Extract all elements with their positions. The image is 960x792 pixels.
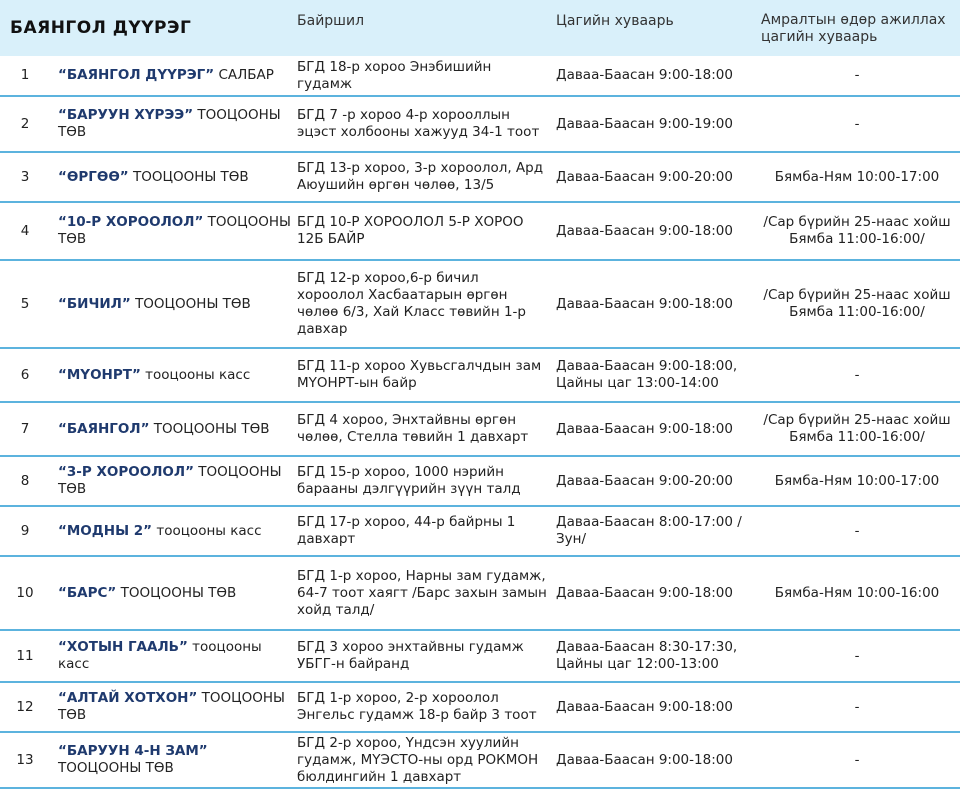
- row-number: 11: [0, 630, 50, 682]
- schedule-cell: Даваа-Баасан 9:00-18:00, Цайны цаг 13:00-14:00: [549, 348, 754, 402]
- weekend-cell: Бямба-Ням 10:00-17:00: [754, 456, 960, 506]
- branch-name-cell: [50, 348, 291, 402]
- table-row: [0, 456, 960, 506]
- branch-name: “МҮОНРТ”: [58, 366, 141, 383]
- weekend-cell: Бямба-Ням 10:00-17:00: [754, 152, 960, 202]
- weekend-cell: /Сар бүрийн 25-наас хойш Бямба 11:00-16:00/: [754, 202, 960, 260]
- branch-type: ТООЦООНЫ ТӨВ: [135, 295, 251, 312]
- table-row: [0, 202, 960, 260]
- location-header: Байршил: [297, 13, 365, 29]
- table-body: [0, 56, 960, 788]
- row-number: 8: [0, 456, 50, 506]
- address-cell: БГД 11-р хороо Хувьсгалчдын зам МҮОНРТ-ын байр: [291, 348, 549, 402]
- weekend-cell: -: [754, 348, 960, 402]
- branch-name: “ХОТЫН ГААЛЬ”: [58, 639, 188, 655]
- weekend-header: Амралтын өдөр ажиллах цагийн хуваарь: [761, 12, 946, 45]
- branch-name: “БАРУУН ХҮРЭЭ”: [58, 107, 194, 123]
- row-number: 13: [0, 732, 50, 788]
- branch-name-cell: [50, 402, 291, 456]
- branch-name-cell: [50, 630, 291, 682]
- address-cell: БГД 4 хороо, Энхтайвны өргөн чөлөө, Стелла төвийн 1 давхарт: [291, 402, 549, 456]
- row-number: 7: [0, 402, 50, 456]
- branch-name: “10-Р ХОРООЛОЛ”: [58, 214, 204, 230]
- table-row: [0, 402, 960, 456]
- row-number: 2: [0, 96, 50, 152]
- table-row: [0, 56, 960, 96]
- table-row: [0, 152, 960, 202]
- address-cell: БГД 1-р хороо, 2-р хороолол Энгельс гудамж 18-р байр 3 тоот: [291, 682, 549, 732]
- weekend-cell: -: [754, 732, 960, 788]
- schedule-cell: Даваа-Баасан 9:00-18:00: [549, 732, 754, 788]
- table-row: [0, 682, 960, 732]
- branch-name: “БАРУУН 4-Н ЗАМ”: [58, 743, 208, 759]
- schedule-cell: Даваа-Баасан 9:00-18:00: [549, 682, 754, 732]
- schedule-cell: Даваа-Баасан 9:00-18:00: [549, 260, 754, 348]
- branch-name: “БАЯНГОЛ”: [58, 420, 150, 437]
- address-cell: БГД 1-р хороо, Нарны зам гудамж, 64-7 тоот хаягт /Барс захын замын хойд талд/: [291, 556, 549, 630]
- branch-type: тооцооны касс: [58, 639, 262, 672]
- branch-name: “3-Р ХОРООЛОЛ”: [58, 464, 194, 480]
- row-number: 3: [0, 152, 50, 202]
- weekend-cell: -: [754, 630, 960, 682]
- address-cell: БГД 3 хороо энхтайвны гудамж УБГГ-н байранд: [291, 630, 549, 682]
- weekend-cell: Бямба-Ням 10:00-16:00: [754, 556, 960, 630]
- branch-type: тооцооны касс: [145, 366, 251, 383]
- branch-name: “БИЧИЛ”: [58, 295, 131, 312]
- weekend-cell: -: [754, 682, 960, 732]
- branch-name: “МОДНЫ 2”: [58, 522, 153, 539]
- table-row: [0, 96, 960, 152]
- branch-type: ТООЦООНЫ ТӨВ: [58, 214, 291, 247]
- row-number: 1: [0, 56, 50, 96]
- address-cell: БГД 7 -р хороо 4-р хорооллын эцэст холбооны хажууд 34-1 тоот: [291, 96, 549, 152]
- table-row: [0, 260, 960, 348]
- schedule-cell: Даваа-Баасан 9:00-20:00: [549, 152, 754, 202]
- branch-name-cell: [50, 96, 291, 152]
- branch-name-cell: [50, 682, 291, 732]
- branch-name-cell: [50, 152, 291, 202]
- branch-name-cell: [50, 506, 291, 556]
- weekend-cell: -: [754, 96, 960, 152]
- schedule-cell: Даваа-Баасан 9:00-18:00: [549, 556, 754, 630]
- schedule-cell: Даваа-Баасан 9:00-19:00: [549, 96, 754, 152]
- branch-name: “АЛТАЙ ХОТХОН”: [58, 690, 198, 706]
- table-row: [0, 506, 960, 556]
- schedule-cell: Даваа-Баасан 8:00-17:00 /Зун/: [549, 506, 754, 556]
- schedule-cell: Даваа-Баасан 9:00-20:00: [549, 456, 754, 506]
- branch-type: ТООЦООНЫ ТӨВ: [58, 760, 174, 776]
- branch-type: ТООЦООНЫ ТӨВ: [58, 464, 282, 497]
- branch-type: ТООЦООНЫ ТӨВ: [58, 690, 285, 723]
- table-header-row: [0, 0, 960, 56]
- branch-name-cell: [50, 556, 291, 630]
- address-cell: БГД 13-р хороо, 3-р хороолол, Ард Аюушийн өргөн чөлөө, 13/5: [291, 152, 549, 202]
- branch-type: ТООЦООНЫ ТӨВ: [58, 107, 281, 140]
- address-cell: БГД 10-Р ХОРООЛОЛ 5-Р ХОРОО 12Б БАЙР: [291, 202, 549, 260]
- branch-name: “БАЯНГОЛ ДҮҮРЭГ”: [58, 67, 215, 83]
- weekend-cell: /Сар бүрийн 25-наас хойш Бямба 11:00-16:00/: [754, 402, 960, 456]
- branch-type: ТООЦООНЫ ТӨВ: [153, 420, 270, 437]
- address-cell: БГД 12-р хороо,6-р бичил хороолол Хасбаатарын өргөн чөлөө 6/3, Хай Класс төвийн 1-р давхар: [291, 260, 549, 348]
- address-cell: БГД 2-р хороо, Үндсэн хуулийн гудамж, МҮЭСТО-ны орд РОКМОН бюлдингийн 1 давхарт: [291, 732, 549, 788]
- row-number: 9: [0, 506, 50, 556]
- weekend-cell: -: [754, 506, 960, 556]
- branch-name-cell: [50, 202, 291, 260]
- branch-type: САЛБАР: [218, 67, 274, 83]
- branch-name-cell: [50, 56, 291, 96]
- row-number: 12: [0, 682, 50, 732]
- branch-type: ТООЦООНЫ ТӨВ: [132, 168, 249, 185]
- table-row: [0, 630, 960, 682]
- branch-name: “БАРС”: [58, 584, 117, 601]
- district-title: БАЯНГОЛ ДҮҮРЭГ: [10, 18, 192, 38]
- address-cell: БГД 15-р хороо, 1000 нэрийн барааны дэлгүүрийн зүүн талд: [291, 456, 549, 506]
- branch-type: тооцооны касс: [156, 522, 262, 539]
- branch-name-cell: [50, 456, 291, 506]
- weekend-cell: -: [754, 56, 960, 96]
- table-row: [0, 556, 960, 630]
- table-row: [0, 732, 960, 788]
- schedule-cell: Даваа-Баасан 9:00-18:00: [549, 56, 754, 96]
- schedule-header: Цагийн хуваарь: [556, 13, 674, 29]
- schedule-cell: Даваа-Баасан 8:30-17:30, Цайны цаг 12:00-13:00: [549, 630, 754, 682]
- branch-name: “ӨРГӨӨ”: [58, 168, 129, 185]
- row-number: 4: [0, 202, 50, 260]
- branch-type: ТООЦООНЫ ТӨВ: [120, 584, 237, 601]
- row-number: 6: [0, 348, 50, 402]
- weekend-cell: /Сар бүрийн 25-наас хойш Бямба 11:00-16:00/: [754, 260, 960, 348]
- address-cell: БГД 18-р хороо Энэбишийн гудамж: [291, 56, 549, 96]
- table-row: [0, 348, 960, 402]
- schedule-cell: Даваа-Баасан 9:00-18:00: [549, 402, 754, 456]
- row-number: 10: [0, 556, 50, 630]
- row-number: 5: [0, 260, 50, 348]
- schedule-cell: Даваа-Баасан 9:00-18:00: [549, 202, 754, 260]
- branch-name-cell: [50, 732, 291, 788]
- branch-name-cell: [50, 260, 291, 348]
- address-cell: БГД 17-р хороо, 44-р байрны 1 давхарт: [291, 506, 549, 556]
